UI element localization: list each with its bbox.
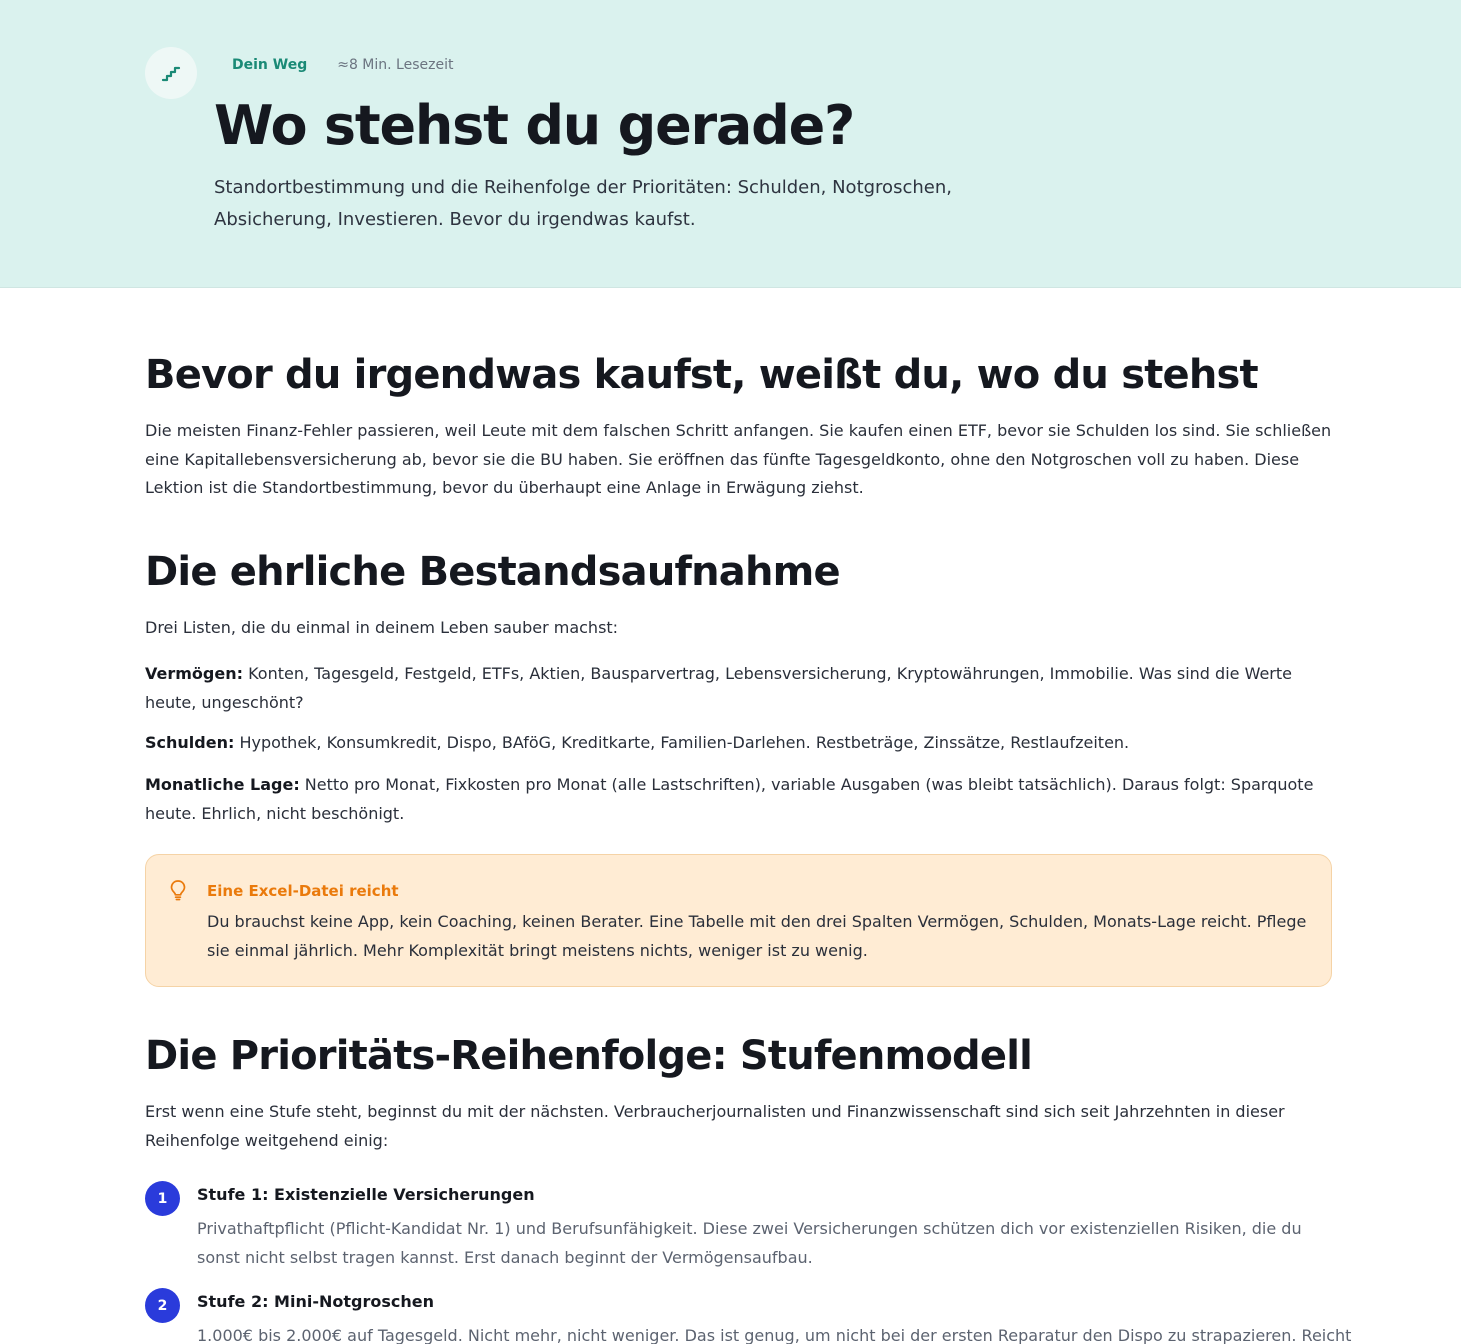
list-item-label: Schulden: — [145, 733, 235, 752]
category-tag: Dein Weg — [232, 57, 308, 73]
tip-callout — [145, 854, 1332, 987]
stairs-icon — [145, 47, 197, 99]
lightbulb-icon — [168, 879, 188, 901]
list-item-text: Hypothek, Konsumkredit, Dispo, BAföG, Kreditkarte, Familien-Darlehen. Restbeträge, Zinssätze, Restlaufzeiten. — [234, 733, 1130, 752]
section-intro: Erst wenn eine Stufe steht, beginnst du mit der nächsten. Verbraucherjournalisten und Finanzwissenschaft sind sich seit Jahrzehnten in dieser Reihenfolge weitgehend einig: — [145, 1102, 1285, 1150]
step-title: Stufe 1: Existenzielle Versicherungen — [197, 1185, 535, 1204]
list-item-schulden — [145, 729, 1332, 758]
section-heading-stand: Bevor du irgendwas kaufst, weißt du, wo du stehst — [145, 352, 1258, 398]
section-heading-bestandsaufnahme: Die ehrliche Bestandsaufnahme — [145, 549, 840, 595]
step-text: 1.000€ bis 2.000€ auf Tagesgeld. Nicht mehr, nicht weniger. Das ist genug, um nicht bei der ersten Reparatur den Dispo zu strapazieren. Reicht — [197, 1326, 1352, 1344]
step-title: Stufe 2: Mini-Notgroschen — [197, 1292, 434, 1311]
list-item-monatliche-lage — [145, 771, 1332, 828]
page-title: Wo stehst du gerade? — [214, 94, 855, 157]
lesson-header — [0, 0, 1461, 288]
list-item-text: Netto pro Monat, Fixkosten pro Monat (alle Lastschriften), variable Ausgaben (was bleibt tatsächlich). Daraus folgt: Sparquote heute. Ehrlich, nicht beschönigt. — [145, 775, 1314, 823]
step-number-badge: 2 — [145, 1288, 180, 1323]
lesson-meta — [232, 56, 453, 74]
reading-time: ≈8 Min. Lesezeit — [337, 57, 454, 73]
section-intro: Drei Listen, die du einmal in deinem Leben sauber machst: — [145, 618, 619, 637]
callout-text: Du brauchst keine App, kein Coaching, keinen Berater. Eine Tabelle mit den drei Spalten Vermögen, Schulden, Monats-Lage reicht. Pflege sie einmal jährlich. Mehr Komplexität bringt meistens nichts, weniger ist zu wenig. — [207, 912, 1307, 960]
section-paragraph: Die meisten Finanz-Fehler passieren, weil Leute mit dem falschen Schritt anfangen. Sie kaufen einen ETF, bevor sie Schulden los sind. Sie schließen eine Kapitallebensversicherung ab, bevor sie die BU haben. Sie eröffnen das fünfte Tagesgeldkonto, ohne den Notgroschen voll zu haben. Diese Lektion ist die Standortbestimmung, bevor du überhaupt eine Anlage in Erwägung ziehst. — [145, 421, 1332, 497]
list-item-label: Vermögen: — [145, 664, 244, 683]
page-lead: Standortbestimmung und die Reihenfolge der Prioritäten: Schulden, Notgroschen, Absicherung, Investieren. Bevor du irgendwas kaufst. — [214, 177, 952, 230]
list-item-label: Monatliche Lage: — [145, 775, 300, 794]
step-text: Privathaftpflicht (Pflicht-Kandidat Nr. 1) und Berufsunfähigkeit. Diese zwei Versicherungen schützen dich vor existenziellen Risiken, die du sonst nicht selbst tragen kannst. Erst danach beginnt der Vermögensaufbau. — [197, 1219, 1302, 1267]
step-number-badge: 1 — [145, 1181, 180, 1216]
list-item-text: Konten, Tagesgeld, Festgeld, ETFs, Aktien, Bausparvertrag, Lebensversicherung, Kryptowährungen, Immobilie. Was sind die Werte heute, ungeschönt? — [145, 664, 1292, 712]
list-item-vermoegen — [145, 660, 1332, 717]
section-heading-prioritaeten: Die Prioritäts-Reihenfolge: Stufenmodell — [145, 1033, 1033, 1079]
callout-title: Eine Excel-Datei reicht — [207, 882, 399, 900]
